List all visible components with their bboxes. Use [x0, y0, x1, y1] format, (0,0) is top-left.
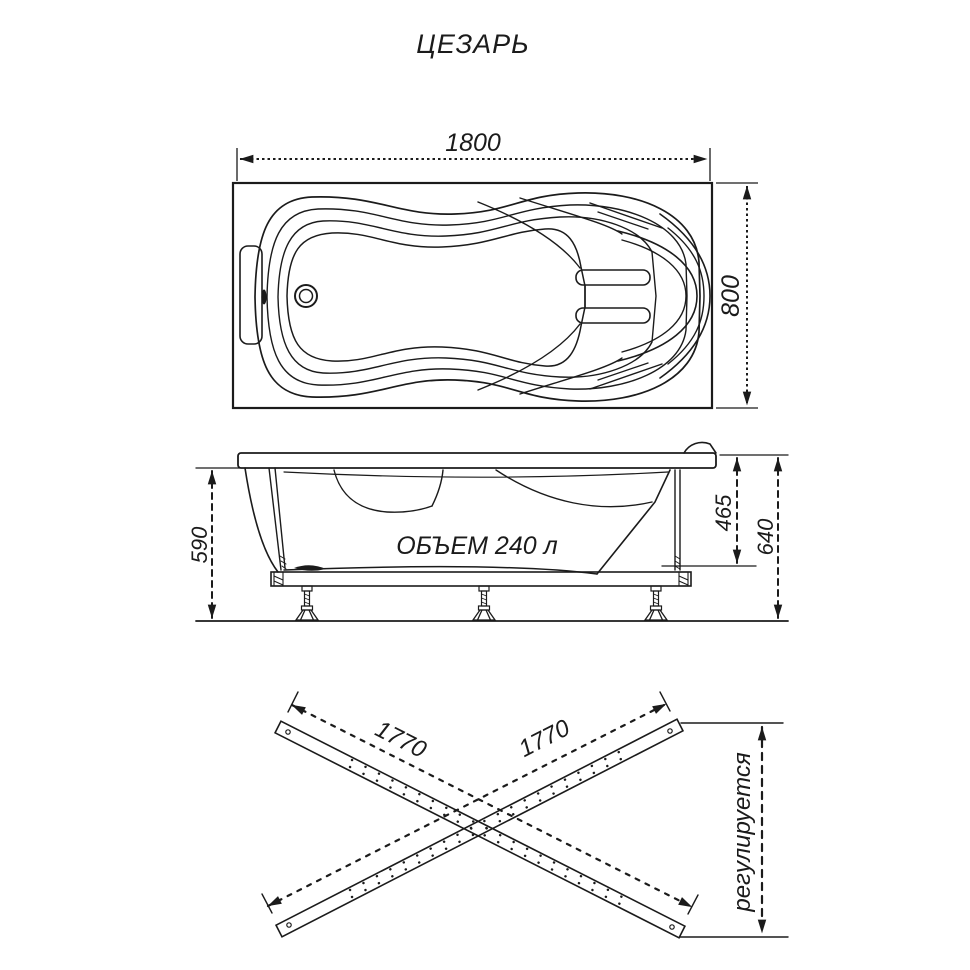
dim-640-label: 640 [753, 518, 778, 556]
support-frame [271, 572, 691, 586]
contour-bowl [287, 229, 585, 366]
dim-width-label: 800 [717, 275, 745, 317]
dim-465-label: 465 [711, 494, 736, 532]
rim-band [238, 453, 716, 468]
dim-total-640 [753, 458, 778, 618]
bathtub-plan [240, 193, 710, 401]
rail-hole [668, 729, 672, 733]
top-view [233, 129, 758, 408]
right-crescent [660, 214, 710, 378]
rail-a [276, 719, 683, 937]
adjustable-feet [296, 586, 667, 620]
foot [645, 586, 667, 620]
dim-rail-right-1770 [262, 692, 670, 913]
adjustable-label: регулируется [729, 752, 756, 912]
dim-length-label: 1800 [445, 129, 501, 157]
side-view [187, 442, 788, 621]
rail-hole [287, 923, 291, 927]
drawing-title: ЦЕЗАРЬ [416, 29, 530, 59]
dim-adjustable [680, 723, 788, 937]
dim-590-label: 590 [187, 526, 212, 564]
far-rim-edge [284, 472, 668, 477]
dim-1770-right-label: 1770 [514, 714, 575, 763]
volume-label: ОБЪЕМ 240 л [396, 532, 558, 560]
drain-circle [295, 285, 317, 307]
headrest-fork [576, 231, 697, 361]
overflow-hole [261, 290, 266, 305]
rail-b [275, 721, 685, 938]
dim-width-800 [716, 183, 758, 408]
sweep-top-2 [520, 198, 622, 234]
tub-apron-rect [233, 183, 712, 408]
foot [296, 586, 318, 620]
rim-curl [684, 442, 716, 453]
rail-hole [670, 925, 674, 929]
contour-third [278, 217, 656, 377]
dim-1770-left-label: 1770 [370, 715, 431, 764]
rail-hole [286, 730, 290, 734]
foot [473, 586, 495, 620]
left-ledge-tab [240, 246, 262, 344]
drain-circle-inner [300, 290, 313, 303]
dim-rail-left-1770 [288, 692, 698, 914]
dim-height-590 [187, 468, 240, 618]
dim-length-1800 [237, 129, 710, 181]
bottom-view [262, 692, 788, 938]
